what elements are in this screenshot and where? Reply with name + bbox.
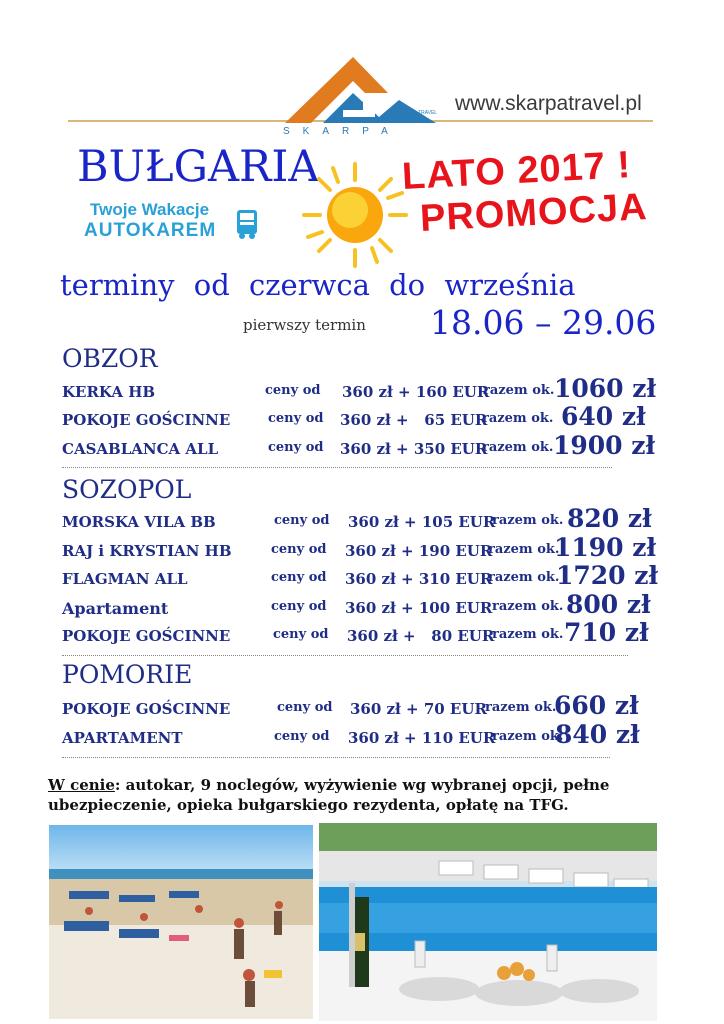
page-title: BUŁGARIA	[77, 142, 320, 192]
total-label: razem ok.	[488, 570, 560, 585]
total-label: razem ok.	[482, 411, 554, 426]
offer-price: 360 zł + 80 EUR	[347, 627, 495, 645]
price-from-label: ceny od	[265, 383, 321, 398]
city-pomorie: POMORIE	[62, 660, 193, 689]
city-sozopol: SOZOPOL	[62, 475, 192, 504]
website-url[interactable]: www.skarpatravel.pl	[455, 92, 642, 115]
offer-total: 800 zł	[566, 590, 651, 619]
offer-total: 840 zł	[555, 720, 640, 749]
included-label: W cenie	[48, 776, 115, 794]
first-term-label: pierwszy termin	[243, 316, 366, 334]
section-divider	[62, 467, 612, 468]
offer-row	[62, 431, 662, 464]
offer-name: POKOJE GOŚCINNE	[62, 411, 231, 429]
offer-total: 1190 zł	[554, 533, 657, 562]
offer-price: 360 zł + 160 EUR	[342, 383, 490, 401]
total-label: razem ok.	[492, 513, 564, 528]
offer-price: 360 zł + 190 EUR	[345, 542, 493, 560]
section-divider	[62, 655, 628, 656]
price-from-label: ceny od	[268, 411, 324, 426]
offer-total: 820 zł	[567, 504, 652, 533]
skarpa-logo-icon	[283, 55, 438, 125]
offer-total: 660 zł	[554, 691, 639, 720]
twoje-wakacje-text: Twoje Wakacje	[90, 200, 210, 219]
promo-badge: PROMOCJA	[419, 186, 649, 240]
total-label: razem ok.	[492, 729, 564, 744]
total-label: razem ok.	[485, 700, 557, 715]
offer-row	[62, 618, 662, 651]
price-from-label: ceny od	[271, 570, 327, 585]
bus-icon	[236, 208, 260, 240]
price-from-label: ceny od	[268, 440, 324, 455]
offer-name: Apartament	[62, 599, 169, 618]
first-term-dates: 18.06 – 29.06	[430, 303, 657, 342]
price-from-label: ceny od	[271, 542, 327, 557]
beach-photo	[49, 825, 313, 1019]
price-from-label: ceny od	[277, 700, 333, 715]
city-obzor: OBZOR	[62, 344, 158, 373]
price-from-label: ceny od	[273, 627, 329, 642]
price-from-label: ceny od	[271, 599, 327, 614]
logo-small-text: TRAVEL	[418, 110, 438, 116]
offer-total: 1060 zł	[554, 374, 657, 403]
total-label: razem ok.	[492, 599, 564, 614]
sun-icon	[300, 160, 410, 270]
total-label: razem ok.	[492, 627, 564, 642]
offer-total: 1720 zł	[556, 561, 659, 590]
offer-name: RAJ i KRYSTIAN HB	[62, 542, 232, 560]
total-label: razem ok.	[488, 542, 560, 557]
offer-name: KERKA HB	[62, 383, 156, 401]
price-from-label: ceny od	[274, 729, 330, 744]
offer-price: 360 zł + 100 EUR	[345, 599, 493, 617]
included-note	[48, 775, 668, 815]
autokarem-text: AUTOKAREM	[84, 220, 217, 241]
season-heading: terminy od czerwca do września	[60, 268, 576, 302]
offer-name: FLAGMAN ALL	[62, 570, 188, 588]
total-label: razem ok.	[483, 383, 555, 398]
offer-price: 360 zł + 70 EUR	[350, 700, 487, 718]
offer-name: APARTAMENT	[62, 729, 183, 747]
price-from-label: ceny od	[274, 513, 330, 528]
pool-photo	[319, 823, 657, 1021]
total-label: razem ok.	[482, 440, 554, 455]
logo-word: SKARPA	[283, 126, 401, 137]
offer-price: 360 zł + 350 EUR	[340, 440, 488, 458]
offer-row	[62, 720, 662, 753]
included-text: : autokar, 9 noclegów, wyżywienie wg wybranej opcji, pełne ubezpieczenie, opieka bułgarskiego rezydenta, opłatę na TFG.	[48, 776, 610, 814]
offer-name: POKOJE GOŚCINNE	[62, 627, 231, 645]
promo-year-badge: LATO 2017 !	[401, 144, 633, 198]
offer-name: CASABLANCA ALL	[62, 440, 219, 458]
offer-price: 360 zł + 310 EUR	[345, 570, 493, 588]
section-divider	[62, 757, 610, 758]
offer-name: MORSKA VILA BB	[62, 513, 216, 531]
offer-total: 1900 zł	[553, 431, 656, 460]
offer-total: 640 zł	[561, 402, 646, 431]
offer-price: 360 zł + 110 EUR	[348, 729, 496, 747]
offer-total: 710 zł	[564, 618, 649, 647]
offer-price: 360 zł + 65 EUR	[340, 411, 488, 429]
offer-name: POKOJE GOŚCINNE	[62, 700, 231, 718]
offer-price: 360 zł + 105 EUR	[348, 513, 496, 531]
